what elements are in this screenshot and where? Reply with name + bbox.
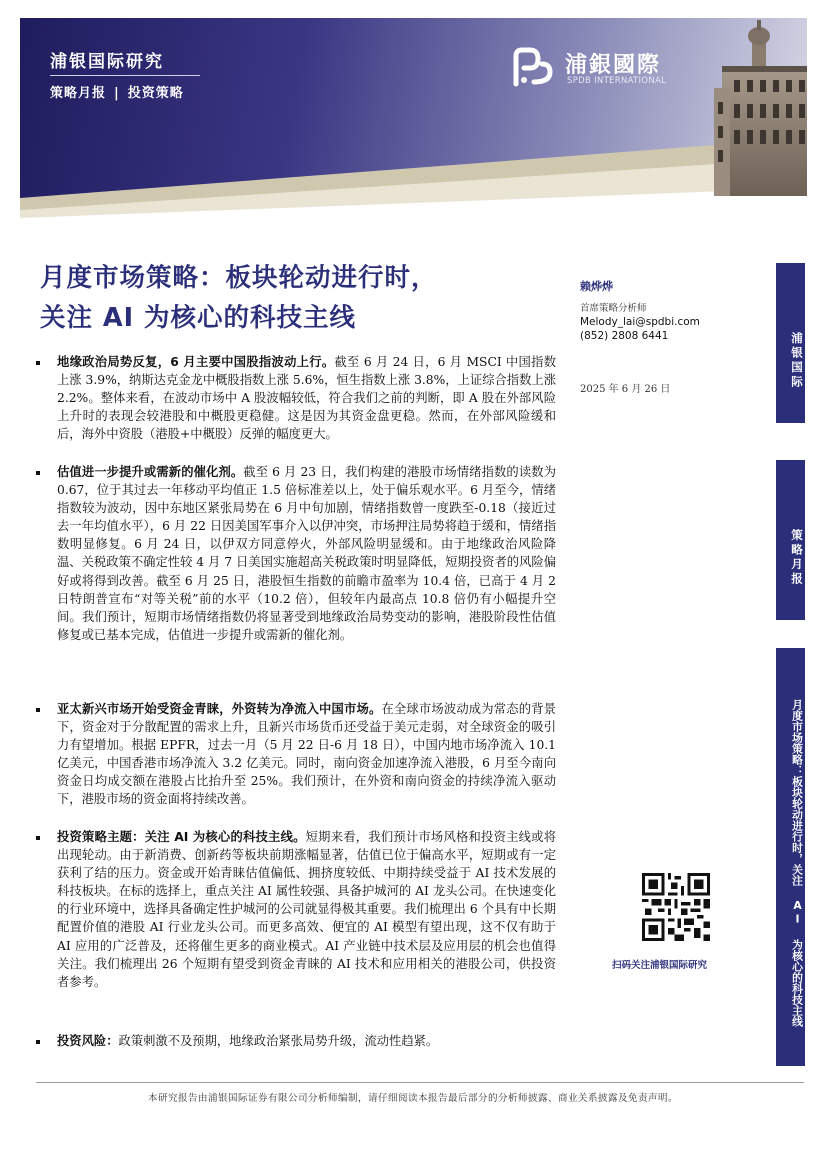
title-line-1: 月度市场策略：板块轮动进行时， [40,263,438,293]
analyst-phone: (852) 2808 6441 [580,330,669,342]
bullet-marker [36,361,40,365]
bullet-marker [36,1040,40,1044]
footer-disclaimer: 本研究报告由浦银国际证券有限公司分析师编制，请仔细阅读本报告最后部分的分析师披露、商业关系披露及免责声明。 [147,1093,678,1104]
paragraph-body: 政策刺激不及预期，地缘政治紧张局势升级，流动性趋紧。 [118,1034,439,1048]
building-illustration [692,18,807,228]
bullet-marker [36,471,40,475]
paragraph-strategy [36,828,556,991]
qr-code-icon[interactable] [642,873,710,941]
paragraph-text [57,463,556,644]
paragraph-lead: 亚太新兴市场开始受资金青睐，外资转为净流入中国市场。 [57,702,382,716]
report-title [40,258,438,338]
paragraph-fund-flows [36,700,556,809]
paragraph-risks [36,1032,556,1050]
report-series [50,82,184,101]
tab-report-title: 月度市场策略：板块轮动进行时，关注 AI 为核心的科技主线 [776,648,805,1066]
paragraph-text [57,828,556,991]
footer-divider [36,1082,804,1083]
paragraph-lead: 投资风险： [57,1034,119,1048]
paragraph-body: 截至 6 月 24 日，6 月 MSCI 中国指数上涨 3.9%，纳斯达克金龙中概股指数上涨 5.6%，恒生指数上涨 3.8%，上证综合指数上涨 2.2%。整体来看，在波动市场中 A 股波幅较低，符合我们之前的判断，即 A 股在外部风险上升时的表现会较港股和中概股更稳健。这是因为其资金盘更稳。然而，在外部风险缓和后，海外中资股（港股+中概股）反弹的幅度更大。 [57,355,556,442]
title-line-2: 关注 AI 为核心的科技主线 [40,303,356,333]
analyst-name: 赖烨烨 [580,280,613,293]
paragraph-text [57,1032,556,1050]
bullet-marker [36,836,40,840]
series-type: 策略月报 [50,86,107,101]
paragraph-text [57,353,556,443]
spdb-logo-icon [510,46,558,88]
paragraph-geopolitics [36,353,556,443]
brand-name: 浦银国际研究 [50,52,164,72]
logo-name-en: SPDB INTERNATIONAL [567,76,667,86]
report-date: 2025 年 6 月 26 日 [580,384,671,395]
paragraph-lead: 估值进一步提升或需新的催化剂。 [57,465,244,479]
header-banner [20,18,807,228]
analyst-role: 首席策略分析师 [580,303,647,314]
paragraph-text [57,700,556,809]
bullet-marker [36,708,40,712]
paragraph-lead: 投资策略主题：关注 AI 为核心的科技主线。 [57,830,306,844]
paragraph-valuation [36,463,556,644]
tab-report-type: 策略月报 [776,460,805,620]
series-category: 投资策略 [127,86,184,101]
analyst-email[interactable]: Melody_lai@spdbi.com [580,316,700,328]
qr-caption: 扫码关注浦银国际研究 [612,960,708,971]
brand-divider [50,75,200,76]
analyst-info [580,278,770,342]
logo-name-cn: 浦銀國際 [565,53,662,78]
paragraph-body: 短期来看，我们预计市场风格和投资主线或将出现轮动。由于新消费、创新药等板块前期涨幅显著，估值已位于偏高水平，短期或有一定获利了结的压力。资金或开始青睐估值偏低、拥挤度较低、中期持续受益于 AI 技术发展的科技板块。在标的选择上，重点关注 AI 属性较强、具备护城河的 AI 龙头公司。在快速变化的行业环境中，选择具备确定性护城河的公司就显得极其重要。我们梳理出 6 个具有中长期配置价值的港股 AI 行业龙头公司。而更多高效、便宜的 AI 模型有望出现，这不仅有助于 AI 应用的广泛普及，还将催生更多的商业模式。AI 产业链中技术层及应用层的机会也值得关注。我们梳理出 26 个短期有望受到资金青睐的 AI 技术和应用相关的港股公司，供投资者参考。 [57,830,556,989]
paragraph-body: 截至 6 月 23 日，我们构建的港股市场情绪指数的读数为 0.67，位于其过去一年移动平均值正 1.5 倍标准差以上，处于偏乐观水平。6 月至今，情绪指数较为波动，因中东地区紧张局势在 6 月中旬加剧，情绪指数曾一度跌至-0.18（接近过去一年均值水平），6 月 22 日因美国军事介入以伊冲突，市场押注局势将趋于缓和，情绪指数明显修复。6 月 24 日，以伊双方同意停火，外部风险明显缓和。由于地缘政治风险降温、关税政策不确定性较 4 月 7 日美国实施超高关税政策时明显降低，短期投资者的风险偏好或将得到改善。截至 6 月 25 日，港股恒生指数的前瞻市盈率为 10.4 倍，已高于 4 月 2 日特朗普宣布“对等关税”前的水平（10.2 倍），但较年内最高点 10.8 倍仍有小幅提升空间。我们预计，短期市场情绪指数仍将显著受到地缘政治局势变动的影响，港股阶段性估值修复或已基本完成，估值进一步提升或需新的催化剂。 [57,465,556,642]
paragraph-lead: 地缘政治局势反复，6 月主要中国股指波动上行。 [57,355,335,369]
tab-brand: 浦银国际 [776,263,805,423]
series-separator: | [114,86,120,101]
paragraph-body: 在全球市场波动成为常态的背景下，资金对于分散配置的需求上升，且新兴市场货币还受益于美元走弱，对全球资金的吸引力有望增加。根据 EPFR，过去一月（5 月 22 日-6 月 18 日），中国内地市场净流入 10.1 亿美元，中国香港市场净流入 3.2 亿美元。同时，南向资金加速净流入港股，6 月至今南向资金日均成交额在港股占比抬升至 25%。我们预计，在外资和南向资金的持续净流入驱动下，港股市场的资金面将持续改善。 [57,702,556,807]
